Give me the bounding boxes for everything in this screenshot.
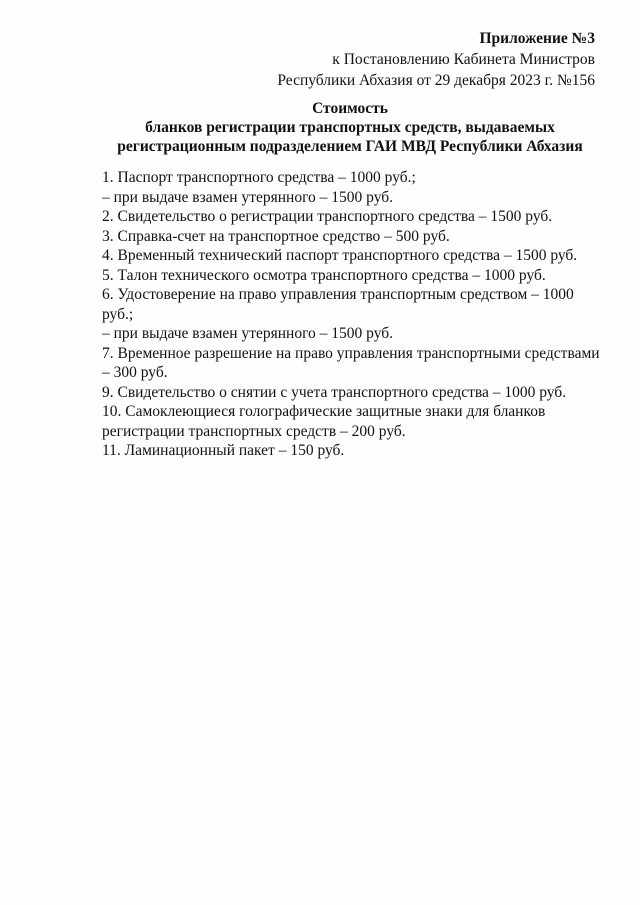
list-line: 4. Временный технический паспорт транспортного средства – 1500 руб. <box>102 247 578 264</box>
list-line: – 300 руб. <box>102 364 168 381</box>
list-line: 5. Талон технического осмотра транспортного средства – 1000 руб. <box>102 266 546 284</box>
appendix-reference-line-1: к Постановлению Кабинета Министров <box>332 51 595 68</box>
list-line: 2. Свидетельство о регистрации транспортного средства – 1500 руб. <box>102 208 553 225</box>
document-title <box>60 99 640 156</box>
appendix-number: Приложение №3 <box>479 30 595 47</box>
title-line-3: регистрационным подразделением ГАИ МВД Республики Абхазия <box>117 138 583 155</box>
list-line: 9. Свидетельство о снятии с учета транспортного средства – 1000 руб. <box>102 383 567 401</box>
list-line: 1. Паспорт транспортного средства – 1000 руб.; <box>102 169 416 186</box>
list-line: 11. Ламинационный пакет – 150 руб. <box>102 442 345 459</box>
list-line: 3. Справка-счет на транспортное средство – 500 руб. <box>102 227 450 245</box>
list-line: 7. Временное разрешение на право управления транспортными средствами <box>102 344 600 362</box>
title-line-1: Стоимость <box>312 100 388 117</box>
appendix-header <box>277 28 595 91</box>
list-line: – при выдаче взамен утерянного – 1500 руб. <box>102 188 394 206</box>
list-line: руб.; <box>102 305 134 323</box>
title-line-2: бланков регистрации транспортных средств, выдаваемых <box>145 119 555 136</box>
list-line: регистрации транспортных средств – 200 руб. <box>102 422 406 440</box>
list-line: – при выдаче взамен утерянного – 1500 руб. <box>102 325 394 342</box>
appendix-reference-line-2: Республики Абхазия от 29 декабря 2023 г. №156 <box>277 72 595 89</box>
list-line: 6. Удостоверение на право управления транспортным средством – 1000 <box>102 286 574 303</box>
list-line: 10. Самоклеющиеся голографические защитные знаки для бланков <box>102 403 546 420</box>
price-list <box>102 168 602 461</box>
